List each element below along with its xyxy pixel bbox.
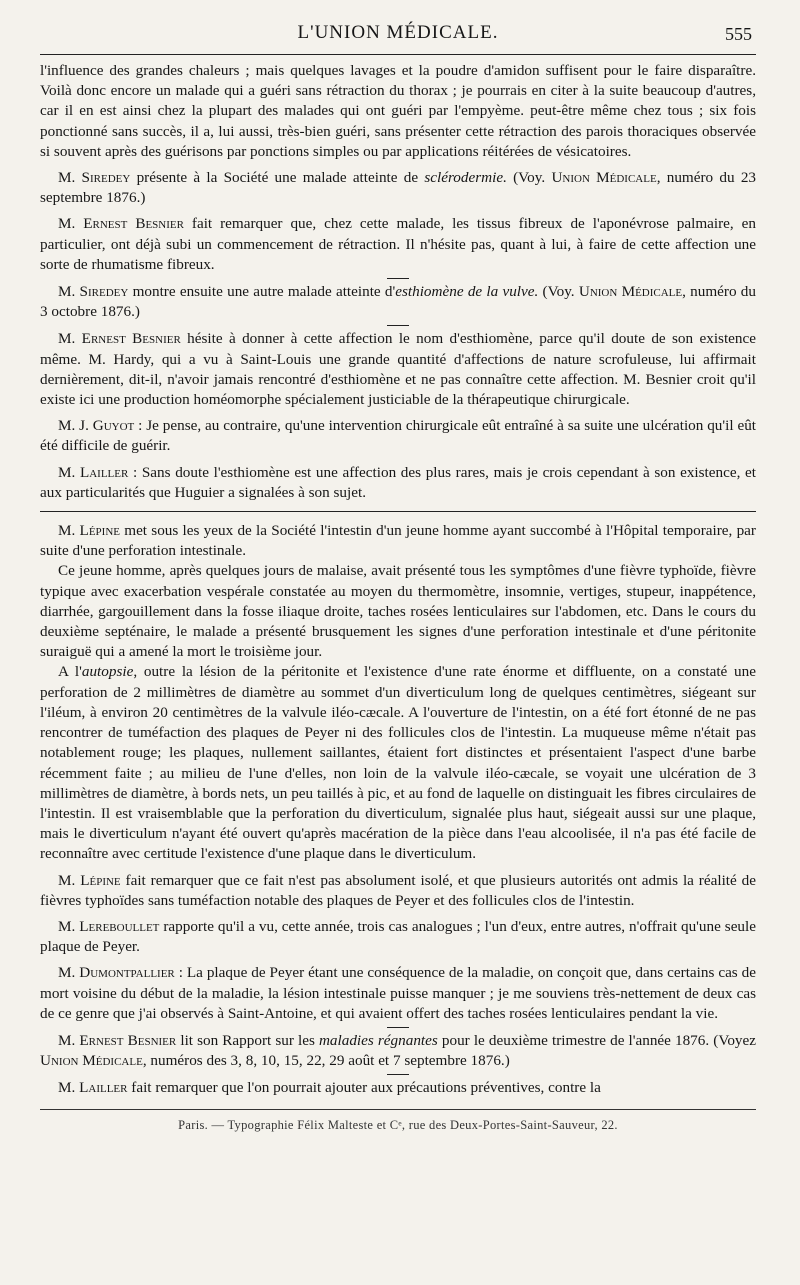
paragraph-guyot: M. J. Guyot : Je pense, au contraire, qu'une intervention chirurgicale eût entraîné à sa suite une ulcération qu'il eût été difficile de guérir. <box>40 417 757 455</box>
paragraph-siredey-esthiomene: M. Siredey montre ensuite une autre malade atteinte d'esthiomène de la vulve. (Voy. Union Médicale, numéro du 3 octobre 1876.) <box>40 283 756 321</box>
speaker-name: M. Dumontpallier <box>58 964 175 982</box>
italic-term: sclérodermie. <box>424 169 507 187</box>
speaker-name: M. Lépine <box>58 871 121 889</box>
speaker-name: M. Ernest Besnier <box>58 330 181 348</box>
running-head <box>40 22 756 48</box>
printer-imprint: Paris. — Typographie Félix Malteste et Cᵉ, rue des Deux-Portes-Saint-Sauveur, 22. <box>178 1117 618 1132</box>
header-rule <box>40 54 756 55</box>
speaker-name: M. Lépine <box>58 522 120 540</box>
speaker-name: M. Siredey <box>58 169 131 187</box>
paragraph-case-history: Ce jeune homme, après quelques jours de malaise, avait présenté tous les symptômes d'une fièvre typhoïde, fièvre typique avec exacerbation vespérale constatée au moyen du thermomètre, insomnie, vertiges, stupeur, inappétence, diarrhée, gargouillement dans la fosse iliaque droite, taches rosées lenticulaires sur l'abdomen, etc. Dans le cours du deuxième septénaire, le malade a présenté brusquement les signes d'une perforation intestinale et d'une péritonite suraiguë qui a amené la mort le troisième jour. <box>40 562 756 661</box>
page-number: 555 <box>725 24 752 44</box>
speaker-name: M. Ernest Besnier <box>58 1031 177 1049</box>
speaker-name: M. J. Guyot <box>58 417 135 435</box>
paragraph-dumontpallier: M. Dumontpallier : La plaque de Peyer étant une conséquence de la maladie, on conçoit que, dans certains cas de mort voisine du début de la maladie, la lésion intestinale puisse manquer ; je me souviens très-nettement de deux cas de ce genre que j'ai observés à Saint-Antoine, et qui avaient offert des taches rosées lenticulaires pendant la vie. <box>40 964 757 1022</box>
journal-reference: Union Médicale <box>40 1052 143 1070</box>
section-separator-long <box>40 511 756 512</box>
journal-reference: Union Médicale <box>578 283 683 301</box>
italic-term: autopsie <box>81 663 134 681</box>
italic-term: esthiomène de la vulve. <box>395 283 539 301</box>
speaker-name: M. Siredey <box>58 283 129 301</box>
paragraph-lailler-esthiomene: M. Lailler : Sans doute l'esthiomène est une affection des plus rares, mais je crois cependant à son existence, et aux particularités que Huguier a signalées à son sujet. <box>40 463 756 501</box>
section-separator-short <box>387 325 409 326</box>
italic-term: maladies régnantes <box>318 1031 438 1049</box>
paragraph-autopsie: A l'autopsie, outre la lésion de la péritonite et l'existence d'une rate énorme et diffluente, on a constaté une perforation de 2 millimètres de diamètre au sommet d'un diverticulum long de quelques centimètres, siégeant sur l'iléum, à environ 20 centimètres de la valvule iléo-cæcale. A l'ouverture de l'intestin, on a été fort étonné de ne pas rencontrer de tuméfaction des plaques de Peyer ni des follicules clos de l'intestin. La muqueuse même n'était pas notablement rouge; les plaques, nullement saillantes, étaient fort distinctes et présentaient l'aspect d'une barbe récemment faite ; au milieu de l'une d'elles, non loin de la valvule iléo-cæcale, se voyait une ulcération de 3 millimètres de diamètre, à bords nets, un peu taillés à pic, et au fond de laquelle on distinguait les fibres circulaires de l'intestin. Il est vraisemblable que la perforation du diverticulum, signalée plus haut, siégeait aussi sur une plaque, mais le diverticulum n'ayant été ouvert qu'après macération de la pièce dans l'eau alcoolisée, il n'a pas été facile de reconnaître avec certitude l'existence d'une plaque dans le diverticulum. <box>40 663 756 863</box>
journal-reference: Union Médicale <box>551 169 657 187</box>
paragraph-besnier-retraction: M. Ernest Besnier fait remarquer que, chez cette malade, les tissus fibreux de l'aponévrose palmaire, en particulier, ont déjà subi un commencement de rétraction. Il n'hésite pas, quant à lui, à faire de cette affection une sorte de rhumatisme fibreux. <box>40 215 757 273</box>
paragraph-lereboullet: M. Lereboullet rapporte qu'il a vu, cette année, trois cas analogues ; l'un d'eux, entre autres, n'offrait qu'une seule plaque de Peyer. <box>40 917 756 956</box>
paragraph-lepine-intestin: M. Lépine met sous les yeux de la Société l'intestin d'un jeune homme ayant succombé à l'Hôpital temporaire, par suite d'une perforation intestinale. <box>40 522 756 560</box>
paragraph-lepine-remarque: M. Lépine fait remarquer que ce fait n'est pas absolument isolé, et que plusieurs autorités ont admis la réalité de fièvres typhoïdes sans tuméfaction notable des plaques de Peyer et des follicules clos de l'intestin. <box>40 871 756 909</box>
footer-rule <box>40 1109 756 1110</box>
section-separator-short <box>387 278 409 279</box>
paragraph-siredey-sclerodermie: M. Siredey présente à la Société une malade atteinte de sclérodermie. (Voy. Union Médicale, numéro du 23 septembre 1876.) <box>40 169 757 207</box>
journal-title: L'UNION MÉDICALE. <box>297 22 499 43</box>
section-separator-short <box>387 1074 409 1075</box>
paragraph-empyeme-continuation: l'influence des grandes chaleurs ; mais quelques lavages et la poudre d'amidon suffisent pour le faire disparaître. Voilà donc encore un malade qui a guéri sans rétraction du thorax ; je pourrais en citer à la suite beaucoup d'autres, car il en est ainsi chez la plupart des malades qui ont guéri par l'empyème. peut-être même chez tous ; six fois ponctionné sans succès, il a, lui aussi, très-bien guéri, sans présenter cette rétraction des parois thoraciques observée si souvent après des guérisons par ponctions simples ou par applications réitérées de vésicatoires. <box>40 62 756 160</box>
article-body <box>40 61 756 1099</box>
paragraph-lailler-precautions: M. Lailler fait remarquer que l'on pourrait ajouter aux précautions préventives, contre la <box>58 1079 601 1097</box>
paragraph-besnier-esthiomene: M. Ernest Besnier hésite à donner à cette affection le nom d'esthiomène, parce qu'il doute de son existence même. M. Hardy, qui a vu à Saint-Louis une grande quantité d'affections de nature scrofuleuse, lui affirmait dernièrement, dit-il, n'avoir jamais rencontré d'esthiomène et ne pas connaître cette affection. M. Besnier croit qu'il existe ici une production homéomorphe spécialement justiciable de la thérapeutique chirurgicale. <box>40 330 756 409</box>
speaker-name: M. Lailler <box>58 463 129 481</box>
speaker-name: M. Lailler <box>58 1079 128 1097</box>
speaker-name: M. Lereboullet <box>58 917 160 935</box>
section-separator-short <box>387 1027 409 1028</box>
speaker-name: M. Ernest Besnier <box>58 215 184 233</box>
paragraph-besnier-rapport: M. Ernest Besnier lit son Rapport sur les maladies régnantes pour le deuxième trimestre de l'année 1876. (Voyez Union Médicale, numéros des 3, 8, 10, 15, 22, 29 août et 7 septembre 1876.) <box>40 1031 756 1070</box>
